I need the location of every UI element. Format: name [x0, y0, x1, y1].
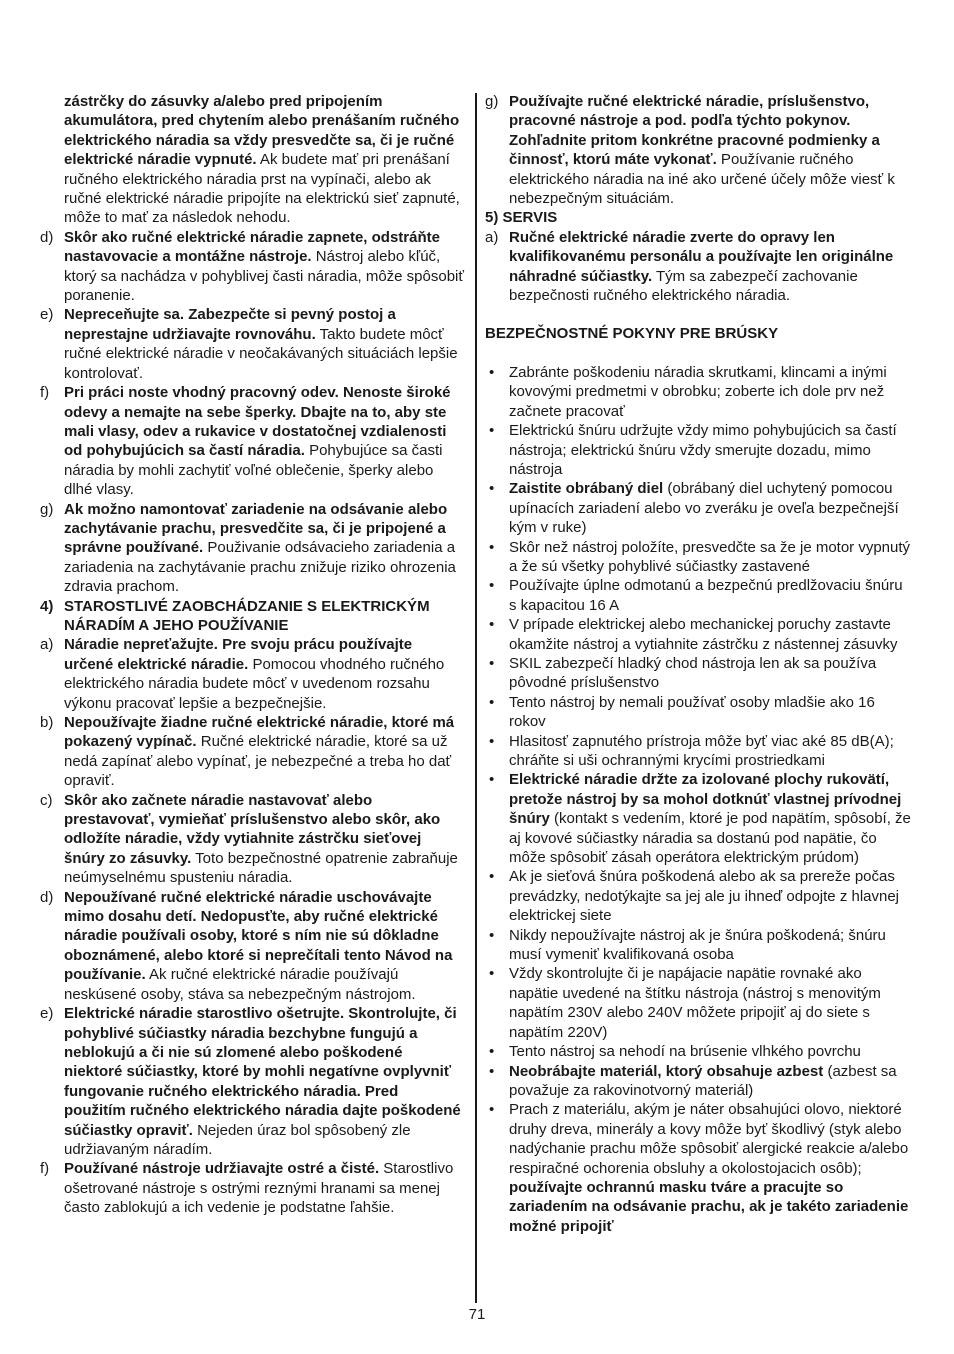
bullet-item: • Ak je sieťová šnúra poškodená alebo ak sa prereže počas prevádzky, nedotýkajte sa jej ale ju ihneď odpojte z hlavnej elektrickej siete: [489, 868, 900, 925]
page-number: 71: [468, 1306, 486, 1323]
bullet-item: • Elektrické náradie držte za izolované plochy rukovätí, pretože nástroj by sa mohol dotknúť vlastnej prívodnej šnúry (kontakt s vedením, ktoré je pod napätím, spôsobí, že aj kovové súčiastky náradia sa dostanú pod napätie, čo môže spôsobiť zásah operátora elektrickým prúdom): [489, 771, 911, 867]
list-item-c: c) Skôr ako začnete náradie nastavovať alebo prestavovať, vymieňať príslušenstvo alebo skôr, ako odložíte náradie, vždy vytiahnite zástrčku sieťovej šnúry zo zásuvky. Toto bezpečnostné opatrenie zabraňuje neúmyselnému spusteniu náradia.: [40, 791, 458, 887]
bullet-item: • Nikdy nepoužívajte nástroj ak je šnúra poškodená; šnúru musí vymeniť kvalifikovaná osoba: [489, 926, 886, 964]
list-item-b: b) Nepoužívajte žiadne ručné elektrické náradie, ktoré má pokazený vypínač. Ručné elektrické náradie, ktoré sa už nedá zapínať alebo vypínať, je nebezpečné a treba ho dať opraviť.: [40, 714, 455, 790]
list-item-e2: e) Elektrické náradie starostlivo ošetrujte. Skontrolujte, či pohyblivé súčiastky náradia bezchybne fungujú a neblokujú a či nie sú zlomené alebo poškodené niektoré súčiastky, ktoré by mohli negatívne ovplyvniť fungovanie ručného elektrického náradia. Pred použitím ručného elektrického náradia dajte poškodené súčiastky opraviť. Nejeden úraz bol spôsobený zle udržiavaným náradím.: [40, 1005, 461, 1158]
list-item-d2: d) Nepoužívané ručné elektrické náradie uschovávajte mimo dosahu detí. Nedopusťte, aby ručné elektrické náradie používali osoby, ktoré s ním nie sú dôkladne oboznámené, alebo ktoré si neprečítali tento Návod na používanie. Ak ručné elektrické náradie používajú neskúsené osoby, stáva sa nebezpečným nástrojom.: [40, 888, 453, 1003]
bullet-item: • V prípade elektrickej alebo mechanickej poruchy zastavte okamžite nástroj a vytiahnite zástrčku z nástennej zásuvky: [489, 616, 898, 653]
list-item-g: g) Ak možno namontovať zariadenie na odsávanie alebo zachytávanie prachu, presvedčite sa, či je pripojené a správne používané. Použivanie odsávacieho zariadenia a zariadenia na zachytávanie prachu znižuje riziko ohrozenia zdravia prachom.: [40, 500, 456, 596]
list-item-f: f) Pri práci noste vhodný pracovný odev. Nenoste široké odevy a nemajte na sebe šperky. Dbajte na to, aby ste mali vlasy, odev a rukavice v dostatočnej vzdialenosti od pohybujúcich sa častí náradia. Pohybujúce sa časti náradia by mohli zachytiť voľné oblečenie, šperky alebo dlhé vlasy.: [40, 384, 451, 499]
section-heading-5: 5) SERVIS: [485, 209, 558, 227]
bullet-item: • Zaistite obrábaný diel (obrábaný diel uchytený pomocou upínacích zariadení alebo vo zveráku je oveľa bezpečnejší kým v ruke): [489, 480, 899, 537]
section-heading-4: 4) STAROSTLIVÉ ZAOBCHÁDZANIE S ELEKTRICKÝM NÁRADÍM A JEHO POUŽÍVANIE: [40, 597, 430, 634]
bullet-item: • Tento nástroj sa nehodí na brúsenie vlhkého povrchu: [489, 1043, 861, 1061]
right-column: [485, 92, 911, 1236]
bullet-item: • SKIL zabezpečí hladký chod nástroja len ak sa používa pôvodné príslušenstvo: [489, 654, 877, 692]
continued-text: Ak budete mať pri prenášaní ručného elektrického náradia prst na vypínači, alebo ak ručné elektrické náradie pripojíte na elektrickú sieť zapnuté, môže to mať za následok nehodu.: [64, 151, 460, 227]
left-column: [40, 92, 464, 1218]
list-item-a: a) Náradie nepreťažujte. Pre svoju prácu používajte určené elektrické náradie. Pomocou vhodného ručného elektrického náradia budete môcť v uvedenom rozsahu výkonu pracovať lepšie a bezpečnejšie.: [40, 636, 445, 712]
column-divider: [475, 93, 477, 1303]
safety-heading: BEZPEČNOSTNÉ POKYNY PRE BRÚSKY: [485, 325, 779, 343]
list-item-d: d) Skôr ako ručné elektrické náradie zapnete, odstráňte nastavovacie a montážne nástroje. Nástroj alebo kľúč, ktorý sa nachádza v pohyblivej časti náradia, môže spôsobiť poranenie.: [40, 228, 465, 305]
bullet-item: • Prach z materiálu, akým je náter obsahujúci olovo, niektoré druhy dreva, minerály a kovy môže byť škodlivý (styk alebo nadýchanie prachu môže spôsobiť alergické reakcie a/alebo respiračné ochorenia obsluhy a okolostojacich osôb); používajte ochrannú masku tváre a pracujte so zariadením na odsávanie prachu, ak je takéto zariadenie možné pripojiť: [489, 1101, 909, 1235]
continued-paragraph: [40, 92, 464, 228]
bullet-item: • Používajte úplne odmotanú a bezpečnú predlžovaciu šnúru s kapacitou 16 A: [489, 577, 903, 614]
bullet-item: • Neobrábajte materiál, ktorý obsahuje azbest (azbest sa považuje za rakovinotvorný materiál): [489, 1062, 897, 1099]
bullet-item: • Skôr než nástroj položíte, presvedčte sa že je motor vypnutý a že sú všetky pohyblivé súčiastky zastavené: [489, 538, 911, 575]
bullet-item: • Hlasitosť zapnutého prístroja môže byť viac aké 85 dB(A); chráňte si uši ochrannými krycími prostriedkami: [489, 732, 894, 769]
list-item-e: e) Nepreceňujte sa. Zabezpečte si pevný postoj a neprestajne udržiavajte rovnováhu. Takto budete môcť ručné elektrické náradie v neočakávaných situáciách lepšie kontrolovať.: [40, 306, 458, 382]
bullet-item: • Zabránte poškodeniu náradia skrutkami, klincami a inými kovovými predmetmi v obrobku; zoberte ich dole prv než začnete pracovať: [489, 363, 887, 420]
continued-bold: zástrčky do zásuvky a/alebo pred pripojením akumulátora, pred chytením alebo prenášaním ručného elektrického náradia sa vždy presvedčte sa, či je ručné elektrické náradie vypnuté.: [64, 93, 460, 169]
list-item-g2: g) Používajte ručné elektrické náradie, príslušenstvo, pracovné nástroje a pod. podľa týchto pokynov. Zohľadnite pritom konkrétne pracovné podmienky a činnosť, ktorú máte vykonať. Používanie ručného elektrického náradia na iné ako určené účely môže viesť k nebezpečným situáciám.: [485, 93, 895, 208]
list-item-f2: f) Používané nástroje udržiavajte ostré a čisté. Starostlivo ošetrované nástroje s ostrými reznými hranami sa menej často zablokujú a ich vedenie je podstatne ľahšie.: [40, 1160, 454, 1217]
bullet-item: • Vždy skontrolujte či je napájacie napätie rovnaké ako napätie uvedené na štítku nástroja (nástroj s menovitým napätím 230V alebo 240V môžete pripojiť aj do siete s napätím 220V): [489, 965, 881, 1041]
bullet-item: • Tento nástroj by nemali používať osoby mladšie ako 16 rokov: [489, 693, 875, 731]
bullet-item: • Elektrickú šnúru udržujte vždy mimo pohybujúcich sa častí nástroja; elektrickú šnúru vždy smerujte dozadu, mimo nástroja: [489, 422, 897, 478]
list-item-5a: a) Ručné elektrické náradie zverte do opravy len kvalifikovanému personálu a používajte len originálne náhradné súčiastky. Tým sa zabezpečí zachovanie bezpečnosti ručného elektrického náradia.: [485, 228, 894, 305]
